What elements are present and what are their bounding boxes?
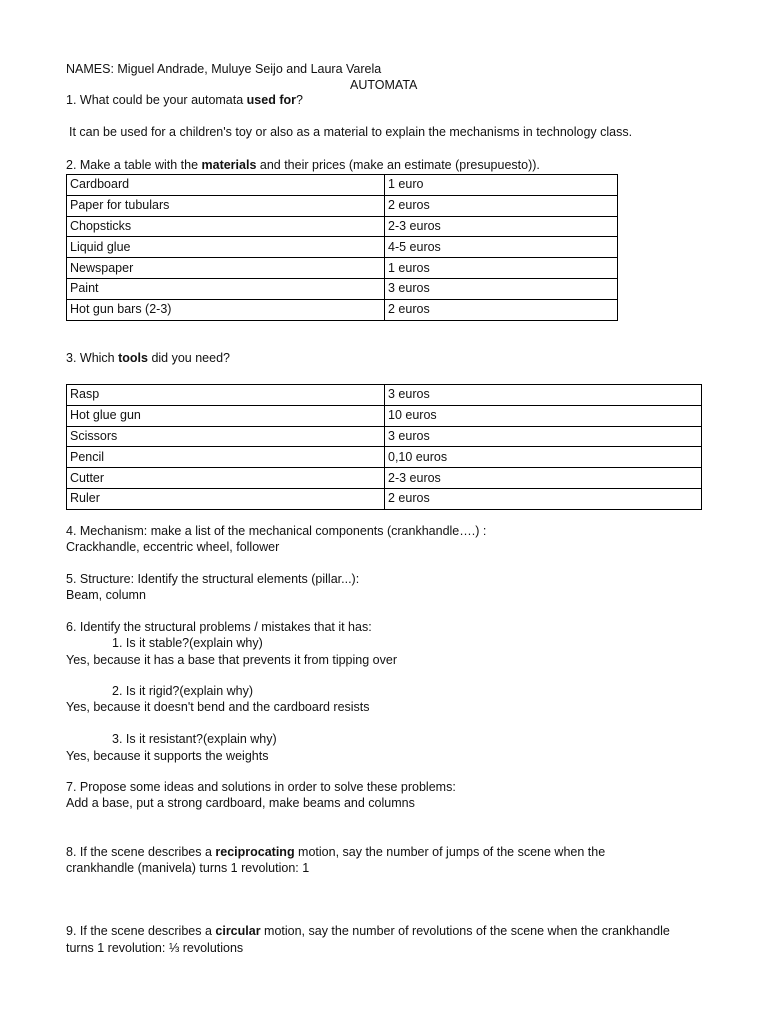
q2-prefix: 2. Make a table with the	[66, 158, 202, 172]
q3-prefix: 3. Which	[66, 351, 119, 365]
q3-bold: tools	[118, 351, 148, 365]
tool-price: 3 euros	[385, 426, 702, 447]
q8-prefix: 8. If the scene describes a	[66, 845, 216, 859]
question-6-sub-1: 1. Is it stable?(explain why)	[112, 636, 263, 650]
table-row	[67, 468, 702, 489]
tool-price: 2 euros	[385, 488, 702, 509]
q9-suffix: motion, say the number of revolutions of the scene when the crankhandle	[260, 924, 670, 938]
material-price: 4-5 euros	[385, 237, 618, 258]
answer-6-2: Yes, because it doesn't bend and the cardboard resists	[66, 700, 370, 714]
question-4: 4. Mechanism: make a list of the mechanical components (crankhandle….) :	[66, 524, 487, 538]
material-name: Hot gun bars (2-3)	[67, 299, 385, 320]
table-row	[67, 426, 702, 447]
tool-name: Scissors	[67, 426, 385, 447]
answer-6-3: Yes, because it supports the weights	[66, 749, 269, 763]
q3-suffix: did you need?	[147, 351, 230, 365]
question-5: 5. Structure: Identify the structural elements (pillar...):	[66, 572, 360, 586]
q9-prefix: 9. If the scene describes a	[66, 924, 216, 938]
table-row	[67, 278, 618, 299]
material-price: 1 euros	[385, 258, 618, 279]
material-price: 2 euros	[385, 195, 618, 216]
question-9	[66, 924, 670, 939]
tool-name: Rasp	[67, 385, 385, 406]
table-row	[67, 175, 618, 196]
q8-bold: reciprocating	[215, 845, 295, 859]
table-row	[67, 447, 702, 468]
material-price: 2 euros	[385, 299, 618, 320]
question-2	[66, 158, 540, 173]
material-price: 2-3 euros	[385, 216, 618, 237]
names-line: NAMES: Miguel Andrade, Muluye Seijo and Laura Varela	[66, 62, 382, 76]
material-price: 3 euros	[385, 278, 618, 299]
tool-name: Ruler	[67, 488, 385, 509]
table-row	[67, 195, 618, 216]
material-name: Cardboard	[67, 175, 385, 196]
table-row	[67, 385, 702, 406]
material-name: Liquid glue	[67, 237, 385, 258]
question-1	[66, 93, 303, 108]
answer-6-1: Yes, because it has a base that prevents it from tipping over	[66, 653, 397, 667]
table-row	[67, 216, 618, 237]
table-row	[67, 405, 702, 426]
material-name: Paint	[67, 278, 385, 299]
material-name: Paper for tubulars	[67, 195, 385, 216]
question-8	[66, 845, 605, 860]
tool-name: Cutter	[67, 468, 385, 489]
table-row	[67, 488, 702, 509]
q1-bold: used for	[246, 93, 296, 107]
q9-bold: circular	[215, 924, 261, 938]
q8-suffix: motion, say the number of jumps of the scene when the	[294, 845, 606, 859]
tool-name: Hot glue gun	[67, 405, 385, 426]
tool-price: 3 euros	[385, 385, 702, 406]
question-6-sub-3: 3. Is it resistant?(explain why)	[112, 732, 277, 746]
q1-prefix: 1. What could be your automata	[66, 93, 247, 107]
tools-table	[66, 384, 702, 510]
answer-7: Add a base, put a strong cardboard, make beams and columns	[66, 796, 415, 810]
material-name: Chopsticks	[67, 216, 385, 237]
table-row	[67, 299, 618, 320]
answer-1: It can be used for a children's toy or also as a material to explain the mechanisms in technology class.	[69, 125, 633, 139]
answer-5: Beam, column	[66, 588, 146, 602]
answer-9: turns 1 revolution: ⅓ revolutions	[66, 941, 244, 955]
materials-table	[66, 174, 618, 321]
page-title: AUTOMATA	[350, 78, 418, 92]
tool-price: 2-3 euros	[385, 468, 702, 489]
question-3	[66, 351, 230, 366]
answer-4: Crackhandle, eccentric wheel, follower	[66, 540, 280, 554]
question-6: 6. Identify the structural problems / mistakes that it has:	[66, 620, 372, 634]
q2-suffix: and their prices (make an estimate (presupuesto)).	[256, 158, 540, 172]
answer-8: crankhandle (manivela) turns 1 revolution: 1	[66, 861, 310, 875]
material-name: Newspaper	[67, 258, 385, 279]
table-row	[67, 258, 618, 279]
question-7: 7. Propose some ideas and solutions in order to solve these problems:	[66, 780, 456, 794]
tool-price: 10 euros	[385, 405, 702, 426]
table-row	[67, 237, 618, 258]
q1-suffix: ?	[295, 93, 303, 107]
tool-price: 0,10 euros	[385, 447, 702, 468]
question-6-sub-2: 2. Is it rigid?(explain why)	[112, 684, 254, 698]
material-price: 1 euro	[385, 175, 618, 196]
tool-name: Pencil	[67, 447, 385, 468]
q2-bold: materials	[201, 158, 257, 172]
